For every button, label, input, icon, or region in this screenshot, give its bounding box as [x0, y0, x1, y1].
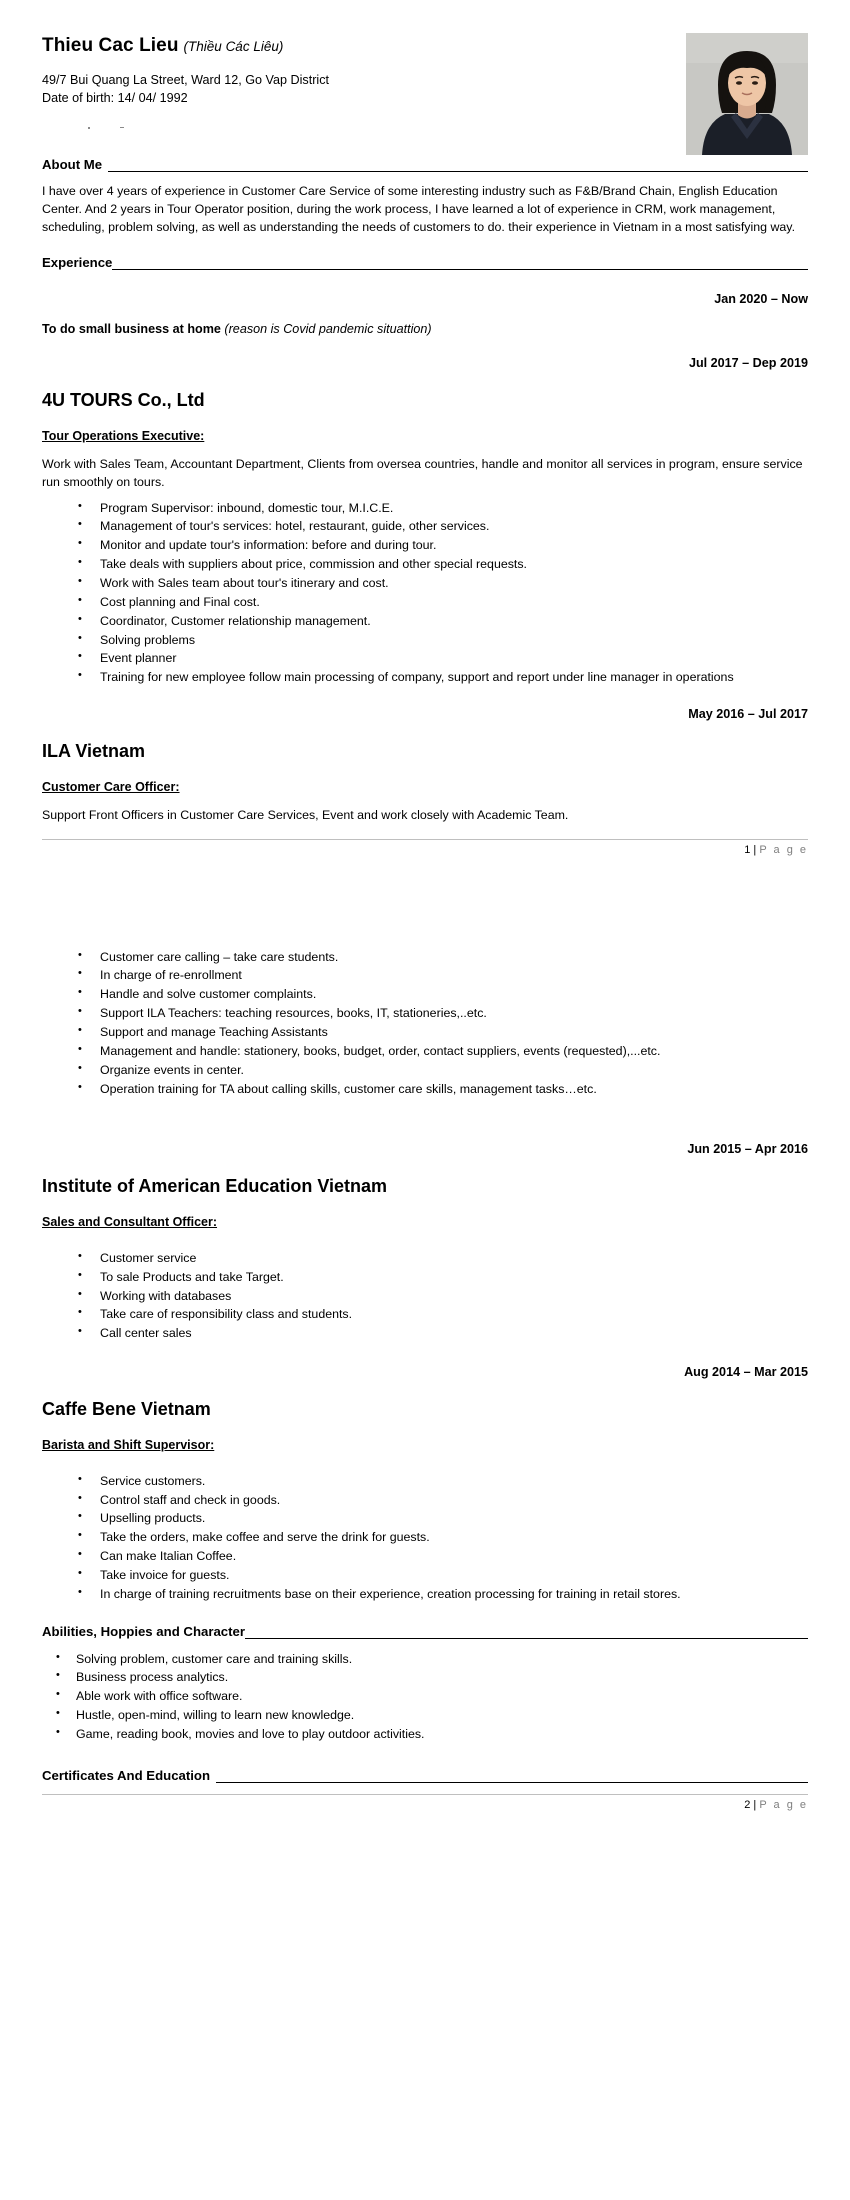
list-item: • Event planner [100, 649, 808, 668]
list-item: • Customer care calling – take care students. [100, 948, 808, 967]
list-item: • Take invoice for guests. [100, 1566, 808, 1585]
section-certificates [42, 1768, 808, 1785]
job-bullets [42, 499, 808, 687]
avatar [686, 33, 808, 155]
list-item: • Control staff and check in goods. [100, 1491, 808, 1510]
section-rule [112, 269, 808, 270]
list-item: • To sale Products and take Target. [100, 1268, 808, 1287]
list-item: • Management and handle: stationery, books, budget, order, contact suppliers, events (requested),...etc. [100, 1042, 808, 1061]
abilities-bullets [42, 1650, 808, 1744]
page-number: 2 [744, 1798, 751, 1811]
job-title-note: (reason is Covid pandemic situattion) [224, 322, 432, 337]
job-dates: Aug 2014 – Mar 2015 [684, 1365, 808, 1380]
job-dates: Jan 2020 – Now [714, 292, 808, 307]
about-me-paragraph: I have over 4 years of experience in Customer Care Service of some interesting industry such as F&B/Brand Chain, English Education Center. And 2 years in Tour Operator position, during the work process, I have learned a lot of experience in CRM, work management, scheduling, problem solving, as well as understanding the needs of customers to do. their experience in Vietnam in a most satisfying way. [42, 184, 796, 235]
job-title [42, 322, 808, 336]
job-entry [42, 707, 808, 825]
list-item: • Service customers. [100, 1472, 808, 1491]
section-rule [108, 171, 808, 172]
section-about-me [42, 157, 808, 174]
list-item: • Cost planning and Final cost. [100, 593, 808, 612]
page-number: 1 [744, 843, 751, 856]
list-item: • Take care of responsibility class and students. [100, 1305, 808, 1324]
list-item: • Business process analytics. [76, 1668, 808, 1687]
list-item: • Can make Italian Coffee. [100, 1547, 808, 1566]
list-item: • Handle and solve customer complaints. [100, 985, 808, 1004]
list-item: • Call center sales [100, 1324, 808, 1343]
redaction-mark [120, 127, 124, 128]
list-item: • Able work with office software. [76, 1687, 808, 1706]
list-item: • Hustle, open-mind, willing to learn new knowledge. [76, 1706, 808, 1725]
job-entry [42, 1365, 808, 1604]
list-item: • Take deals with suppliers about price, commission and other special requests. [100, 555, 808, 574]
resume-page-2 [0, 948, 850, 1811]
job-bullets [42, 1249, 808, 1343]
list-item: • Take the orders, make coffee and serve the drink for guests. [100, 1528, 808, 1547]
job-company: Institute of American Education Vietnam [42, 1176, 388, 1197]
section-title-abilities: Abilities, Hoppies and Character [42, 1623, 245, 1639]
list-item: • Game, reading book, movies and love to play outdoor activities. [76, 1725, 808, 1744]
list-item: • Solving problem, customer care and training skills. [76, 1650, 808, 1669]
job-bullets [42, 948, 808, 1099]
list-item: • Organize events in center. [100, 1061, 808, 1080]
list-item: • Monitor and update tour's information: before and during tour. [100, 536, 808, 555]
candidate-dob: Date of birth: 14/ 04/ 1992 [42, 91, 188, 106]
job-title-text: To do small business at home [42, 322, 221, 337]
page-footer-1 [42, 839, 808, 856]
section-experience [42, 255, 808, 272]
section-rule [216, 1782, 808, 1783]
list-item: • Customer service [100, 1249, 808, 1268]
list-item: • Solving problems [100, 631, 808, 650]
list-item: • Working with databases [100, 1287, 808, 1306]
redaction-mark [88, 127, 90, 129]
job-role: Barista and Shift Supervisor: [42, 1437, 215, 1452]
page-separator: | [753, 843, 757, 856]
job-dates: Jun 2015 – Apr 2016 [687, 1142, 808, 1157]
list-item: • In charge of training recruitments base on their experience, creation processing for training in retail stores. [100, 1585, 808, 1604]
list-item: • Operation training for TA about calling skills, customer care skills, management tasks…etc. [100, 1080, 808, 1099]
list-item: • Management of tour's services: hotel, restaurant, guide, other services. [100, 517, 808, 536]
job-company: ILA Vietnam [42, 741, 146, 762]
job-company: 4U TOURS Co., Ltd [42, 390, 205, 411]
list-item: • Training for new employee follow main processing of company, support and report under line manager in operations [100, 668, 808, 687]
section-abilities [42, 1624, 808, 1641]
resume-header [42, 0, 808, 139]
candidate-name: Thieu Cac Lieu [42, 35, 179, 56]
section-title-about-me: About Me [42, 157, 103, 173]
resume-page-1 [0, 0, 850, 856]
section-title-certificates: Certificates And Education [42, 1767, 211, 1783]
job-summary: Support Front Officers in Customer Care Services, Event and work closely with Academic Team. [42, 807, 569, 822]
list-item: • Support ILA Teachers: teaching resources, books, IT, stationeries,..etc. [100, 1004, 808, 1023]
section-rule [245, 1638, 808, 1639]
portrait-photo-icon [686, 33, 808, 155]
page-break-gap [0, 856, 850, 948]
job-dates: Jul 2017 – Dep 2019 [688, 356, 808, 371]
job-role: Sales and Consultant Officer: [42, 1214, 218, 1229]
list-item: • Support and manage Teaching Assistants [100, 1023, 808, 1042]
section-title-experience: Experience [42, 255, 113, 271]
job-dates: May 2016 – Jul 2017 [688, 707, 808, 722]
page-label: P a g e [759, 843, 808, 856]
job-company: Caffe Bene Vietnam [42, 1399, 211, 1420]
list-item: • Work with Sales team about tour's itinerary and cost. [100, 574, 808, 593]
job-summary: Work with Sales Team, Accountant Department, Clients from oversea countries, handle and monitor all services in program, ensure service run smoothly on tours. [42, 456, 803, 489]
job-role: Customer Care Officer: [42, 779, 180, 794]
job-role: Tour Operations Executive: [42, 428, 205, 443]
job-entry [42, 292, 808, 336]
page-separator: | [753, 1798, 757, 1811]
list-item: • Program Supervisor: inbound, domestic tour, M.I.C.E. [100, 499, 808, 518]
list-item: • Upselling products. [100, 1509, 808, 1528]
candidate-name-native: (Thiều Các Liêu) [183, 39, 284, 54]
job-entry [42, 356, 808, 687]
list-item: • In charge of re-enrollment [100, 966, 808, 985]
page-label: P a g e [759, 1798, 808, 1811]
list-item: • Coordinator, Customer relationship management. [100, 612, 808, 631]
job-entry [42, 1142, 808, 1343]
job-bullets [42, 1472, 808, 1604]
page-footer-2 [42, 1794, 808, 1811]
candidate-address: 49/7 Bui Quang La Street, Ward 12, Go Vap District [42, 72, 329, 87]
